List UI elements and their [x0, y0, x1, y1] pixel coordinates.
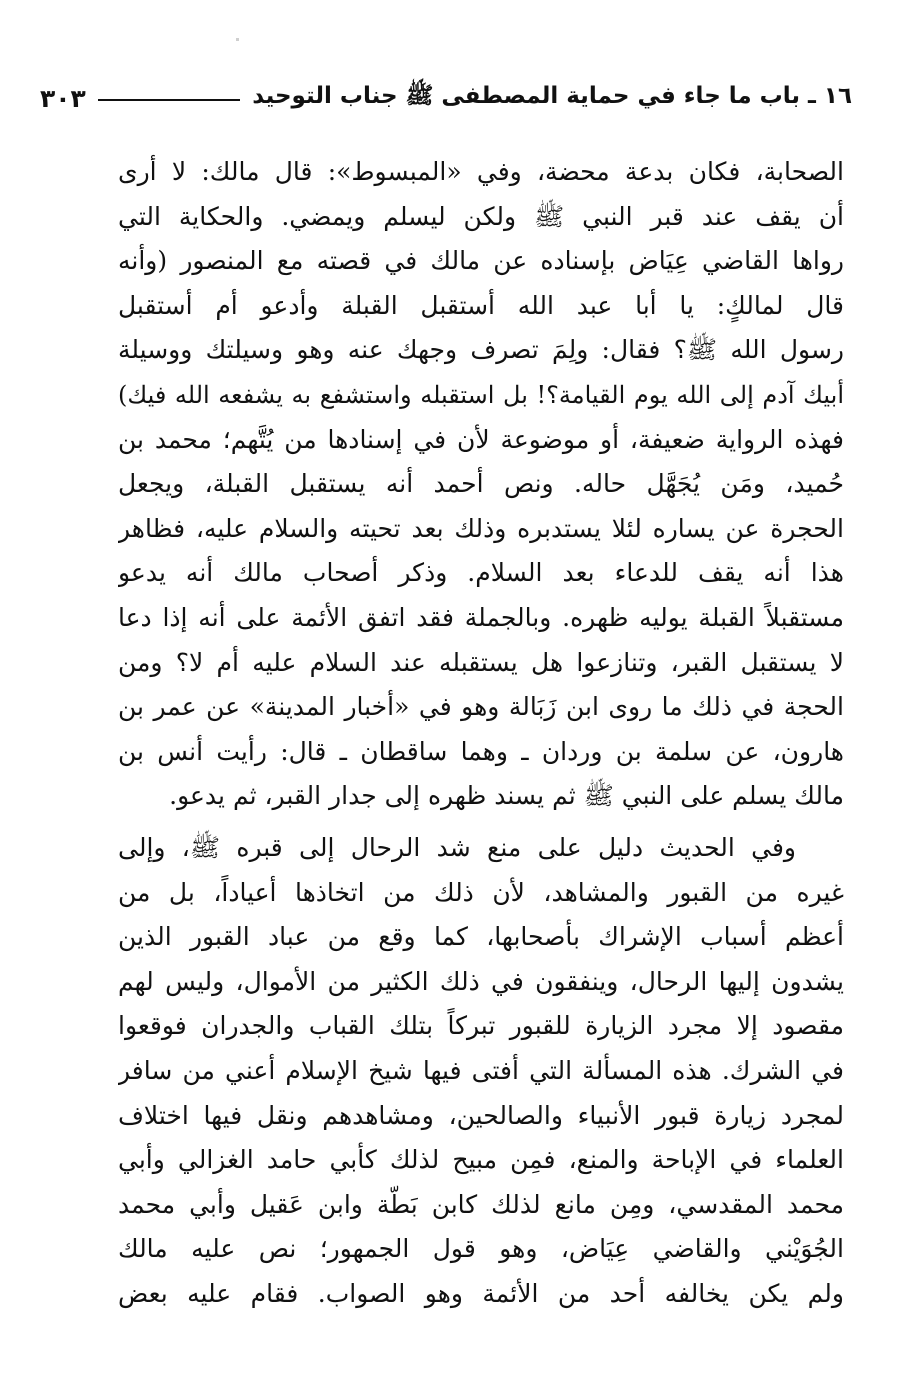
- text-line: في الشرك. هذه المسألة التي أفتى فيها شيخ الإسلام أعني من سافر: [118, 1055, 844, 1085]
- text-line: العلماء في الإباحة والمنع، فمِن مبيح لذلك كأبي حامد الغزالي وأبي: [118, 1145, 844, 1175]
- text-line: مالك يسلم على النبي ﷺ ثم يسند ظهره إلى جدار القبر، ثم يدعو.: [169, 781, 844, 811]
- text-line: مستقبلاً القبلة يوليه ظهره. وبالجملة فقد اتفق الأئمة على أنه إذا دعا: [118, 602, 844, 632]
- text-line: محمد المقدسي، ومِن مانع لذلك كابن بَطّة وابن عَقيل وأبي محمد: [118, 1189, 844, 1219]
- running-header: [40, 78, 852, 118]
- text-line: هارون، عن سلمة بن وردان ـ وهما ساقطان ـ قال: رأيت أنس بن: [118, 736, 844, 766]
- paragraph-1: [118, 150, 844, 819]
- text-line: الصحابة، فكان بدعة محضة، وفي «المبسوط»: قال مالك: لا أرى: [118, 157, 844, 186]
- text-line: أبيك آدم إلى الله يوم القيامة؟! بل استقبله واستشفع به يشفعه الله فيك): [118, 380, 844, 409]
- text-line: ولم يكن يخالفه أحد من الأئمة وهو الصواب. فقام عليه بعض: [118, 1278, 844, 1308]
- text-line: أعظم أسباب الإشراك بأصحابها، كما وقع من عباد القبور الذين: [118, 922, 844, 952]
- text-line: الجُوَيْني والقاضي عِيَاض، وهو قول الجمهور؛ نص عليه مالك: [118, 1234, 844, 1264]
- text-line: وفي الحديث دليل على منع شد الرحال إلى قبره ﷺ، وإلى: [118, 833, 796, 862]
- text-line: مقصود إلا مجرد الزيارة للقبور تبركاً بتلك القباب والجدران فوقعوا: [118, 1011, 844, 1041]
- text-line: غيره من القبور والمشاهد، لأن ذلك من اتخاذها أعياداً، بل من: [118, 877, 844, 907]
- paragraph-2: [118, 826, 844, 1317]
- page-number: ٣٠٣: [40, 83, 86, 113]
- header-rule: [98, 99, 241, 101]
- text-line: لمجرد زيارة قبور الأنبياء والصالحين، ومشاهدهم ونقل فيها اختلاف: [118, 1100, 844, 1130]
- text-line: رسول الله ﷺ؟ فقال: ولِمَ تصرف وجهك عنه وهو وسيلتك ووسيلة: [118, 335, 844, 365]
- text-line: فهذه الرواية ضعيفة، أو موضوعة لأن في إسنادها من يُتَّهم؛ محمد بن: [118, 424, 844, 454]
- text-line: يشدون إليها الرحال، وينفقون في ذلك الكثير من الأموال، وليس لهم: [118, 966, 844, 996]
- text-line: هذا أنه يقف للدعاء بعد السلام. وذكر أصحاب مالك أنه يدعو: [118, 558, 844, 588]
- text-line: حُميد، ومَن يُجَهَّل حاله. ونص أحمد أنه يستقبل القبلة، ويجعل: [118, 469, 844, 499]
- text-line: أن يقف عند قبر النبي ﷺ ولكن ليسلم ويمضي. والحكاية التي: [118, 201, 844, 231]
- text-line: قال لمالكٍ: يا أبا عبد الله أستقبل القبلة وأدعو أم أستقبل: [118, 290, 844, 320]
- text-line: الحجرة عن يساره لئلا يستدبره وذلك بعد تحيته والسلام عليه، فظاهر: [118, 513, 844, 543]
- text-line: الحجة في ذلك ما روى ابن زَبَالة وهو في «أخبار المدينة» عن عمر بن: [118, 692, 844, 722]
- text-line: رواها القاضي عِيَاض بإسناده عن مالك في قصته مع المنصور (وأنه: [118, 246, 844, 276]
- chapter-title: ١٦ ـ باب ما جاء في حماية المصطفى ﷺ جناب التوحيد: [252, 83, 852, 109]
- text-line: لا يستقبل القبر، وتنازعوا هل يستقبله عند السلام عليه أم لا؟ ومن: [118, 647, 844, 677]
- scan-speck: [236, 38, 239, 41]
